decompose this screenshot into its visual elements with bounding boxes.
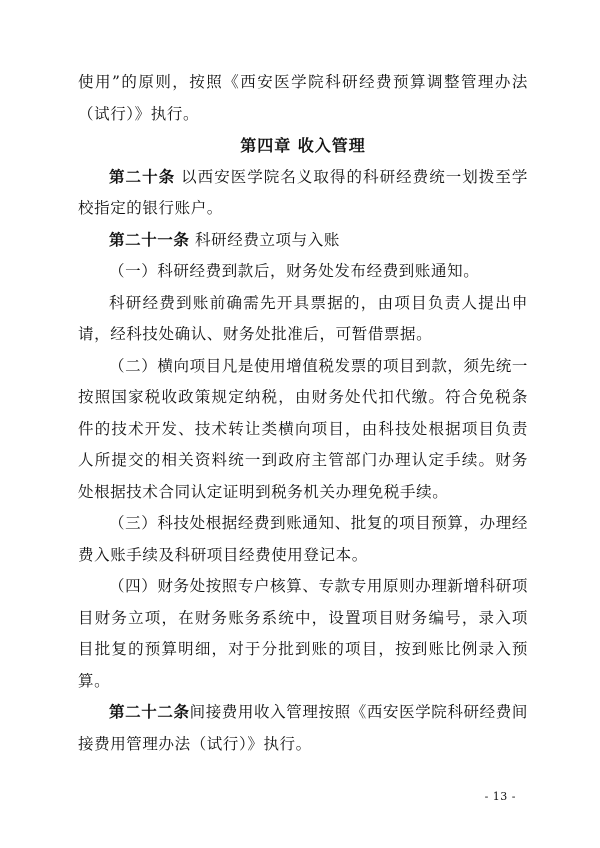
continuation-paragraph: 使用”的原则，按照《西安医学院科研经费预算调整管理办法（试行）》执行。 <box>78 73 528 123</box>
article-22-text: 间接费用收入管理按照《西安医学院科研经费间接费用管理办法（试行）》执行。 <box>78 703 528 753</box>
article-20-paragraph <box>78 162 528 225</box>
article-21-number: 第二十一条 <box>109 230 190 249</box>
article-22-paragraph <box>78 697 528 760</box>
chapter-title: 第四章 收入管理 <box>240 136 366 155</box>
item-1-paragraph: （一）科研经费到款后，财务处发布经费到账通知。 <box>109 262 480 280</box>
article-21-paragraph <box>78 225 528 257</box>
article-20-number: 第二十条 <box>109 167 176 186</box>
item-3-paragraph: （三）科技处根据经费到账通知、批复的项目预算，办理经费入账手续及科研项目经费使用登记本。 <box>78 514 528 564</box>
article-21-text: 科研经费立项与入账 <box>189 230 340 249</box>
article-22-number: 第二十二条 <box>109 703 190 721</box>
item-1-note-paragraph: 科研经费到账前确需先开具票据的，由项目负责人提出申请，经科技处确认、财务处批准后，可暂借票据。 <box>78 293 528 343</box>
document-body <box>78 67 528 760</box>
item-4-paragraph: （四）财务处按照专户核算、专款专用原则办理新增科研项目财务立项，在财务账务系统中，设置项目财务编号，录入项目批复的预算明细，对于分批到账的项目，按到账比例录入预算。 <box>78 577 528 690</box>
page-number: - 13 - <box>484 790 516 803</box>
article-20-text: 以西安医学院名义取得的科研经费统一划拨至学校指定的银行账户。 <box>78 167 528 217</box>
item-2-paragraph: （二）横向项目凡是使用增值税发票的项目到款，须先统一按照国家税收政策规定纳税，由财务处代扣代缴。符合免税条件的技术开发、技术转让类横向项目，由科技处根据项目负责人所提交的相关资料统一到政府主管部门办理认定手续。财务处根据技术合同认定证明到税务机关办理免税手续。 <box>78 356 528 501</box>
